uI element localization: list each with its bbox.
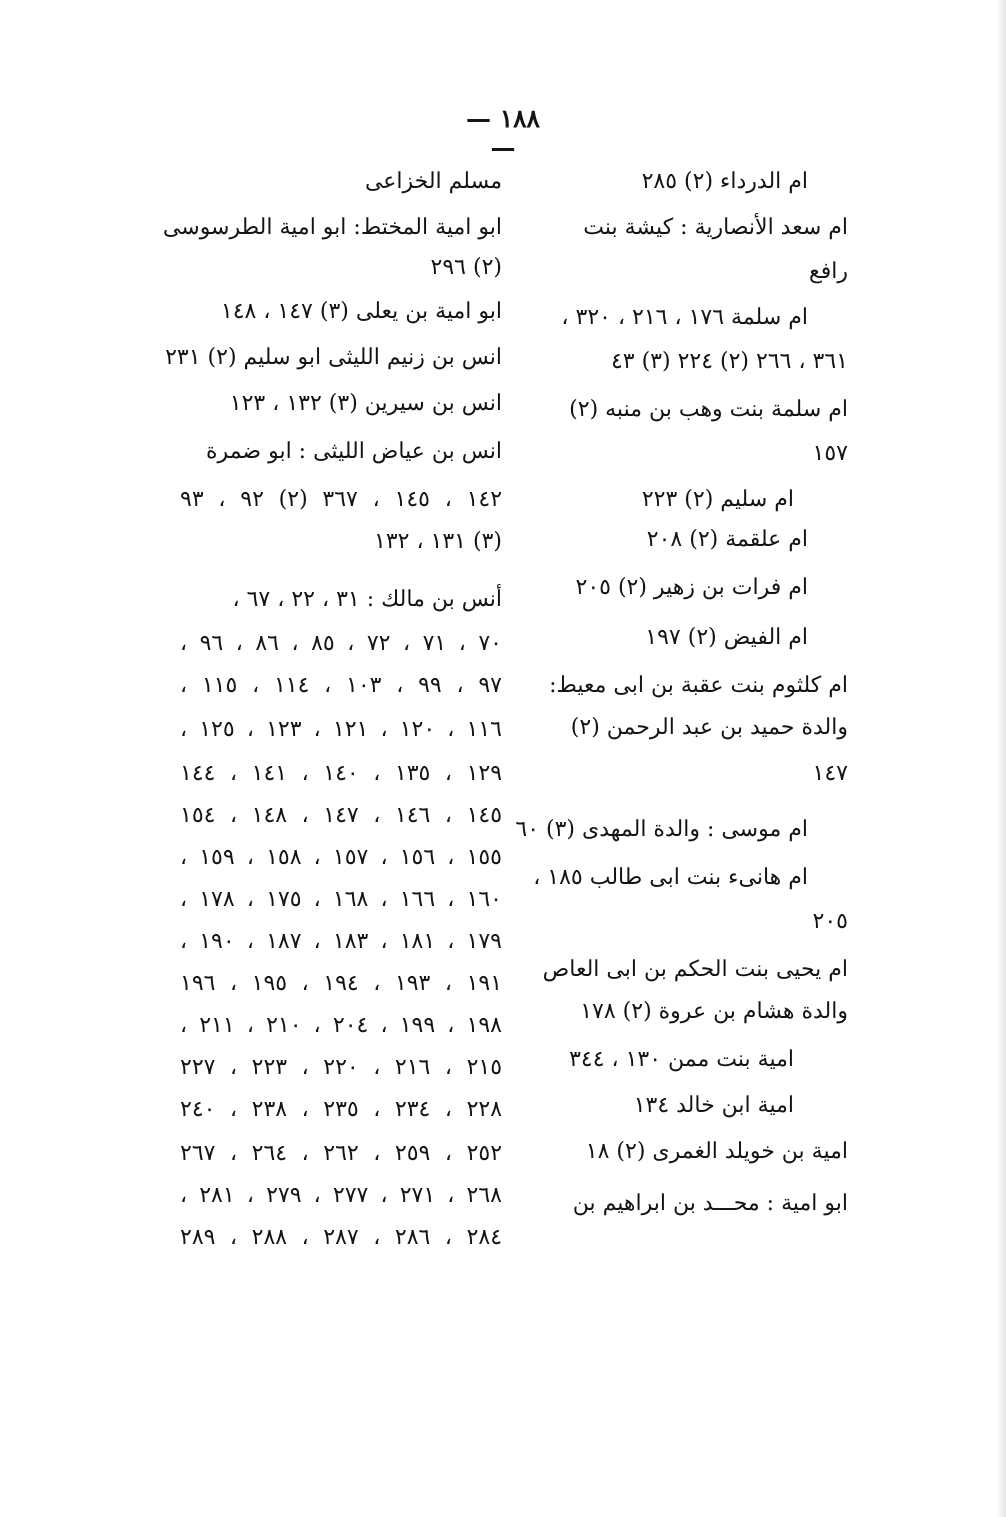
index-entry-line: (٢) ٢٩٦ (430, 255, 502, 280)
index-entry-line: ١٤٢ ، ١٤٥ ، ٣٦٧ (٢) ٩٢ ، ٩٣ (180, 487, 503, 512)
index-entry-line: ام يحيى بنت الحكم بن ابى العاص (542, 957, 848, 982)
index-entry-line: ٢٨٤ ، ٢٨٦ ، ٢٨٧ ، ٢٨٨ ، ٢٨٩ (180, 1225, 503, 1250)
index-entry-line: ام سليم (٢) ٢٢٣ (641, 487, 794, 512)
index-entry-line: (٣) ١٣١ ، ١٣٢ (374, 529, 502, 554)
index-entry-line: ١٩٨ ، ١٩٩ ، ٢٠٤ ، ٢١٠ ، ٢١١ ، (180, 1013, 502, 1038)
index-entry-line: ام فرات بن زهير (٢) ٢٠٥ (575, 575, 808, 600)
index-entry-line: امية ابن خالد ١٣٤ (633, 1093, 794, 1118)
index-entry-line: رافع (809, 259, 848, 284)
index-entry-line: ٩٧ ، ٩٩ ، ١٠٣ ، ١١٤ ، ١١٥ ، (180, 673, 502, 698)
index-entry-line: والدة هشام بن عروة (٢) ١٧٨ (580, 999, 848, 1024)
index-entry-line: ١٩١ ، ١٩٣ ، ١٩٤ ، ١٩٥ ، ١٩٦ (180, 971, 503, 996)
index-entry-line: ٢٢٨ ، ٢٣٤ ، ٢٣٥ ، ٢٣٨ ، ٢٤٠ (180, 1097, 503, 1122)
index-entry-line: ١٥٥ ، ١٥٦ ، ١٥٧ ، ١٥٨ ، ١٥٩ ، (180, 845, 502, 870)
index-entry-line: ابو امية بن يعلى (٣) ١٤٧ ، ١٤٨ (220, 299, 502, 324)
index-entry-line: ١٥٧ (812, 441, 848, 466)
index-entry-line: ام سلمة بنت وهب بن منبه (٢) (569, 397, 848, 422)
index-entry-line: ١١٦ ، ١٢٠ ، ١٢١ ، ١٢٣ ، ١٢٥ ، (180, 717, 502, 742)
index-entry-line: ٢٥٢ ، ٢٥٩ ، ٢٦٢ ، ٢٦٤ ، ٢٦٧ (180, 1141, 503, 1166)
index-entry-line: امية بنت ممن ١٣٠ ، ٣٤٤ (569, 1047, 794, 1072)
index-entry-line: مسلم الخزاعى (364, 169, 502, 194)
index-entry-line: ام الفيض (٢) ١٩٧ (645, 625, 808, 650)
index-entry-line: أنس بن مالك : ٣١ ، ٢٢ ، ٦٧ ، (232, 587, 502, 612)
index-entry-line: ٣٦١ ، ٢٦٦ (٢) ٢٢٤ (٣) ٤٣ (610, 349, 848, 374)
index-entry-line: ٢٦٨ ، ٢٧١ ، ٢٧٧ ، ٢٧٩ ، ٢٨١ ، (180, 1183, 502, 1208)
index-entry-line: ام سلمة ١٧٦ ، ٢١٦ ، ٣٢٠ ، (561, 305, 808, 330)
page-number: — ١٨٨ — (465, 104, 540, 162)
index-entry-line: ام علقمة (٢) ٢٠٨ (646, 527, 808, 552)
index-entry-line: ام كلثوم بنت عقبة بن ابى معيط: (549, 673, 848, 698)
index-entry-line: ام سعد الأنصارية : كيشة بنت (583, 215, 848, 240)
index-entry-line: انس بن عياض الليثى : ابو ضمرة (206, 439, 502, 464)
index-entry-line: ٢٠٥ (812, 909, 848, 934)
index-entry-line: انس بن سيرين (٣) ١٣٢ ، ١٢٣ (229, 391, 502, 416)
index-entry-line: ابو امية المختط: ابو امية الطرسوسى (162, 215, 502, 240)
index-entry-line: ام هانىء بنت ابى طالب ١٨٥ ، (533, 865, 808, 890)
index-entry-line: انس بن زنيم الليثى ابو سليم (٢) ٢٣١ (165, 345, 502, 370)
index-entry-line: ٧٠ ، ٧١ ، ٧٢ ، ٨٥ ، ٨٦ ، ٩٦ ، (180, 631, 502, 656)
index-entry-line: والدة حميد بن عبد الرحمن (٢) (570, 715, 848, 740)
index-entry-line: ابو امية : محـــد بن ابراهيم بن (572, 1191, 848, 1216)
index-entry-line: ١٧٩ ، ١٨١ ، ١٨٣ ، ١٨٧ ، ١٩٠ ، (180, 929, 502, 954)
page-edge-shadow (996, 0, 1006, 1517)
index-entry-line: ام موسى : والدة المهدى (٣) ٦٠ (515, 817, 808, 842)
index-entry-line: ١٤٧ (812, 761, 848, 786)
index-entry-line: امية بن خويلد الغمرى (٢) ١٨ (585, 1139, 848, 1164)
index-entry-line: ١٦٠ ، ١٦٦ ، ١٦٨ ، ١٧٥ ، ١٧٨ ، (180, 887, 502, 912)
index-entry-line: ٢١٥ ، ٢١٦ ، ٢٢٠ ، ٢٢٣ ، ٢٢٧ (180, 1055, 503, 1080)
index-entry-line: ١٤٥ ، ١٤٦ ، ١٤٧ ، ١٤٨ ، ١٥٤ (180, 803, 503, 828)
index-entry-line: ١٢٩ ، ١٣٥ ، ١٤٠ ، ١٤١ ، ١٤٤ (180, 761, 503, 786)
index-entry-line: ام الدرداء (٢) ٢٨٥ (641, 169, 808, 194)
